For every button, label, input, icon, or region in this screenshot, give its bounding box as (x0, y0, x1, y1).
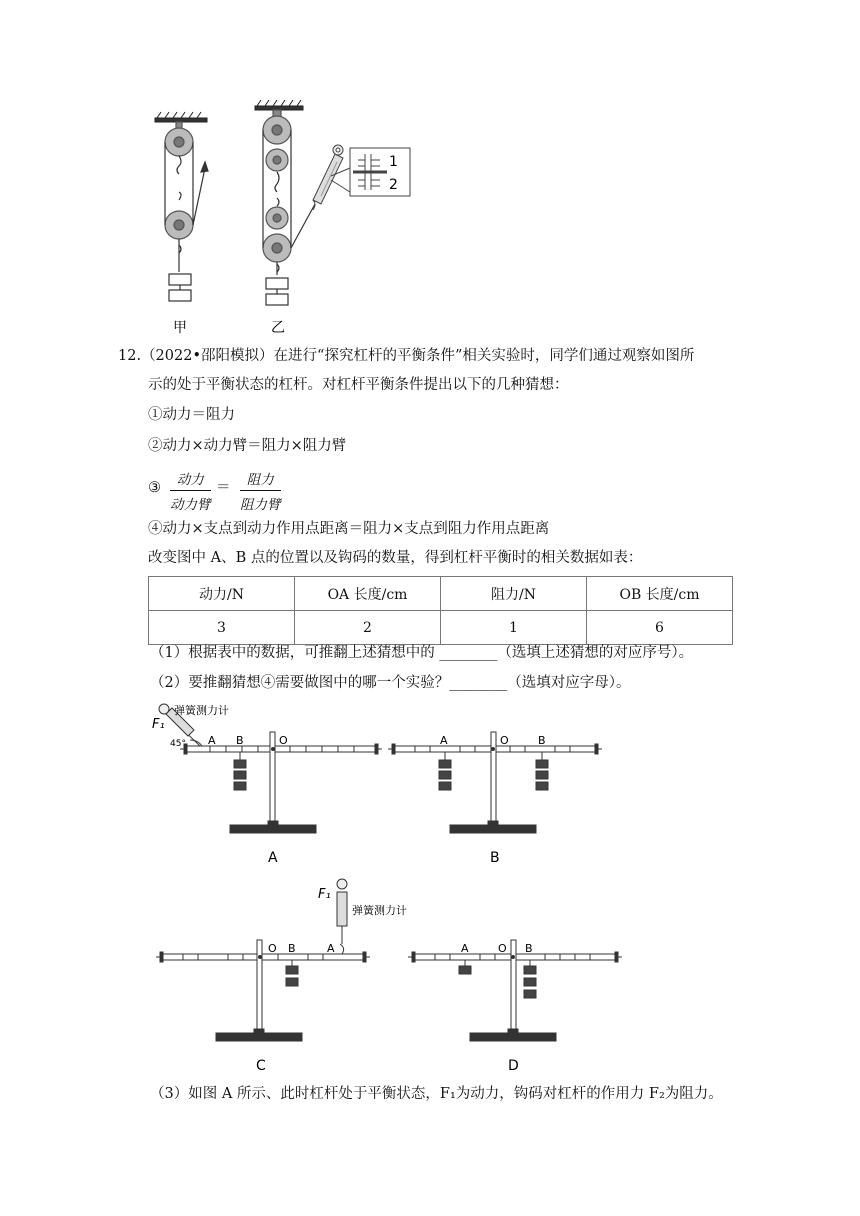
question-stem-line1: 在进行“探究杠杆的平衡条件”相关实验时，同学们通过观察如图所 (273, 348, 695, 364)
table-intro: 改变图中 A、B 点的位置以及钩码的数量，得到杠杆平衡时的相关数据如表： (148, 550, 643, 566)
guess-1: ①动力＝阻力 (148, 407, 235, 423)
lever-figures (140, 700, 640, 1080)
guess-3-equals: ＝ (216, 480, 231, 496)
label-yi: 乙 (271, 320, 285, 336)
weights-jia (169, 274, 191, 301)
sub-question-1: （1）根据表中的数据，可推翻上述猜想中的 ________（选填上述猜想的对应序号）。 (150, 645, 694, 661)
table-header: 动力/N (149, 577, 295, 611)
question-number: 12. (118, 348, 142, 364)
point-b-c: B (288, 942, 296, 955)
point-a-b: A (440, 734, 448, 747)
lever-figure-d (408, 940, 622, 1041)
lever-figure-a (159, 704, 382, 833)
guess-3-left-numerator: 动力 (176, 472, 204, 488)
scale-mark-2: 2 (389, 177, 398, 193)
pulley-yi (263, 110, 291, 262)
lever-figure-b (388, 732, 602, 833)
question-stem-line2: 示的处于平衡状态的杠杆。对杠杆平衡条件提出以下的几种猜想： (148, 377, 569, 393)
caption-c: C (256, 1058, 266, 1074)
point-a-d: A (461, 942, 469, 955)
point-o-a: O (279, 734, 288, 747)
weights-yi (266, 278, 288, 305)
lever-figure-c (156, 879, 370, 1041)
pulley-jia (165, 122, 193, 239)
guess-3-right-numerator: 阻力 (246, 472, 274, 488)
table-cell: 2 (295, 611, 441, 645)
point-a-a: A (208, 734, 216, 747)
table-cell: 3 (149, 611, 295, 645)
point-b-a: B (236, 734, 244, 747)
pulley-figure (145, 100, 415, 340)
spring-scale-label-c: 弹簧测力计 (352, 904, 407, 917)
guess-4: ④动力×支点到动力作用点距离＝阻力×支点到阻力作用点距离 (148, 521, 550, 537)
lever-diagrams (140, 700, 640, 1080)
scale-mark-1: 1 (389, 154, 398, 170)
guess-3-right-denominator: 阻力臂 (240, 497, 281, 513)
sub-question-3: （3）如图 A 所示、此时杠杆处于平衡状态，F₁为动力，钩码对杠杆的作用力 F₂为阻力。 (150, 1086, 723, 1102)
table-cell: 1 (441, 611, 587, 645)
table-header: OB 长度/cm (587, 577, 733, 611)
scale-zoom-box (331, 148, 410, 196)
guess-3 (148, 466, 348, 512)
point-o-c: O (268, 942, 277, 955)
question-header (118, 346, 694, 366)
ceiling-yi (255, 100, 303, 110)
label-jia: 甲 (173, 320, 187, 336)
caption-b: B (490, 850, 500, 866)
point-o-b: O (500, 734, 509, 747)
table-row (149, 611, 733, 645)
question-source: （2022•邵阳模拟） (141, 348, 274, 364)
guess-3-left-fraction (170, 468, 211, 513)
caption-d: D (508, 1058, 519, 1074)
spring-scale-yi (313, 145, 343, 210)
point-b-d: B (525, 942, 533, 955)
table-header: 阻力/N (441, 577, 587, 611)
guess-2: ②动力×动力臂＝阻力×阻力臂 (148, 438, 347, 454)
force-label-a: F₁ (152, 717, 165, 732)
sub-question-2: （2）要推翻猜想④需要做图中的哪一个实验？________（选填对应字母）。 (150, 675, 631, 691)
pulley-diagram (145, 100, 415, 340)
guess-3-prefix: ③ (148, 480, 161, 496)
force-label-c: F₁ (318, 887, 331, 902)
point-a-c: A (327, 942, 335, 955)
table-header-row (149, 577, 733, 611)
ceiling-jia (155, 112, 207, 122)
point-o-d: O (498, 942, 507, 955)
table-cell: 6 (587, 611, 733, 645)
point-b-b: B (538, 734, 546, 747)
rope-jia (165, 142, 208, 272)
guess-3-left-denominator: 动力臂 (170, 497, 211, 513)
table-header: OA 长度/cm (295, 577, 441, 611)
caption-a: A (268, 850, 278, 866)
data-table (148, 576, 733, 645)
angle-label-a: 45° (170, 739, 186, 749)
spring-scale-label-a: 弹簧测力计 (174, 704, 229, 717)
guess-3-right-fraction (240, 468, 281, 513)
